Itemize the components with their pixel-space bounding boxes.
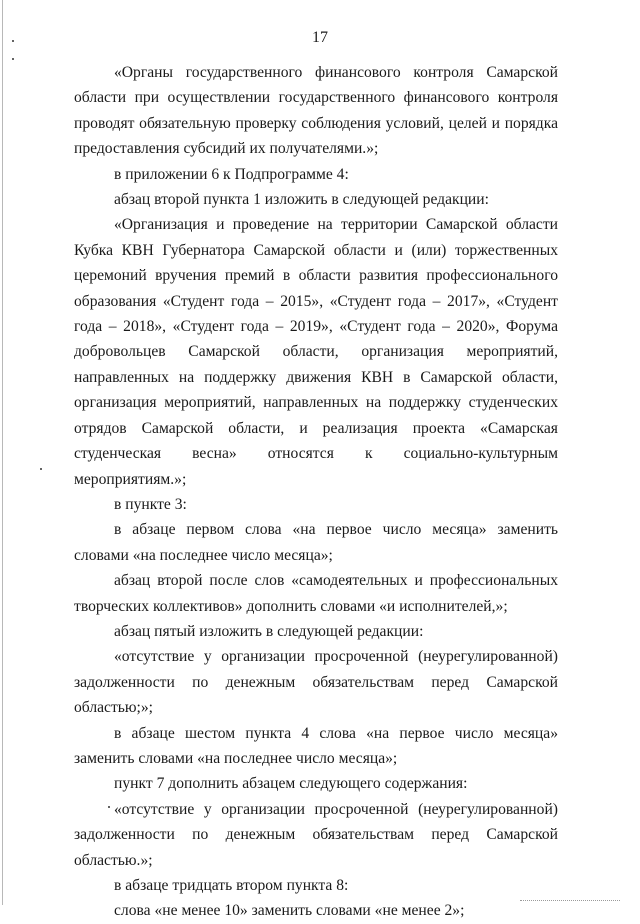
paragraph: абзац второй пункта 1 изложить в следующей редакции: [114,191,489,209]
paragraph: слова «не менее 10» заменить словами «не менее 2»; [114,902,465,920]
paragraph: в абзаце шестом пункта 4 слова «на первое число месяца» заменить словами «на последнее число месяца»; [74,724,558,767]
paragraph: в абзаце тридцать втором пункта 8: [114,877,349,894]
scan-speck [40,468,42,470]
document-body [74,60,558,924]
paragraph: в абзаце первом слова «на первое число месяца» заменить словами «на последнее число месяца»; [74,521,558,564]
paragraph: «Органы государственного финансового контроля Самарской области при осуществлении государственного финансового контроля проводят обязательную проверку соблюдения условий, целей и порядка предоставления субсидий их получателями.»; [74,64,558,158]
paragraph: в пункте 3: [114,495,187,513]
paragraph: в приложении 6 к Подпрограмме 4: [114,165,349,183]
scan-artifact [520,899,620,901]
paragraph: «Организация и проведение на территории Самарской области Кубка КВН Губернатора Самарской области и (или) торжественных церемоний вручения премий в области развития профессионального образования «Студент года – 2015», «Студент года – 2017», «Студент года – 2018», «Студент года – 2019», «Студент года – 2020», Форума добровольцев Самарской области, организация мероприятий, направленных на поддержку движения КВН в Самарской области, организация мероприятий, направленных на поддержку студенческих отрядов Самарской области, и реализация проекта «Самарская студенческая весна» относятся к социально-культурным мероприятиям.»; [74,216,558,488]
paragraph: пункт 7 дополнить абзацем следующего содержания: [114,775,468,793]
paragraph: абзац пятый изложить в следующей редакции: [114,622,424,640]
paragraph: «отсутствие у организации просроченной (неурегулированной) задолженности по денежным обязательствам перед Самарской областью.»; [74,800,558,869]
page-number: 17 [312,29,328,46]
paragraph: абзац второй после слов «самодеятельных и профессиональных творческих коллективов» дополнить словами «и исполнителей,»; [74,572,558,615]
scan-edge [2,0,3,905]
paragraph: «отсутствие у организации просроченной (неурегулированной) задолженности по денежным обязательствам перед Самарской областью;»; [74,648,558,717]
scan-speck [12,58,14,60]
